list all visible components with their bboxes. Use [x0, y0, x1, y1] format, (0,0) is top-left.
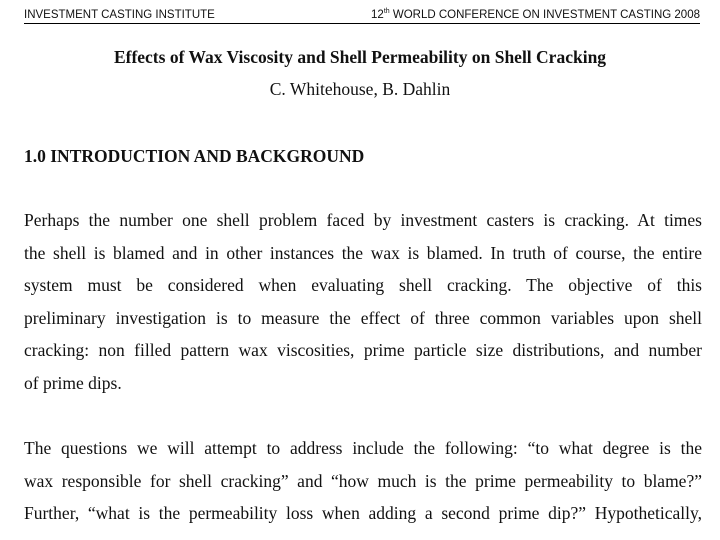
- paper-title: Effects of Wax Viscosity and Shell Permeability on Shell Cracking: [113, 47, 607, 67]
- header-conference-number: 12: [371, 9, 384, 21]
- paragraph-introduction: [24, 204, 702, 399]
- paragraph-line: system must be considered when evaluating shell cracking. The objective of this: [24, 275, 702, 295]
- paragraph-line: preliminary investigation is to measure the effect of three common variables upon shell: [24, 307, 702, 328]
- paragraph-line: cracking: non filled pattern wax viscosities, prime particle size distributions, and number: [24, 340, 702, 360]
- header-conference-ordinal: th: [383, 8, 390, 15]
- header-institute: INVESTMENT CASTING INSTITUTE: [24, 9, 215, 21]
- paragraph-line: wax responsible for shell cracking” and “how much is the prime permeability to blame?”: [24, 470, 702, 491]
- paragraph-line: The questions we will attempt to address include the following: “to what degree is the: [24, 438, 702, 458]
- paragraph-line: Further, “what is the permeability loss when adding a second prime dip?” Hypothetically,: [24, 503, 702, 523]
- header-conference-text: WORLD CONFERENCE ON INVESTMENT CASTING 2008: [389, 9, 700, 21]
- paper-authors: C. Whitehouse, B. Dahlin: [269, 79, 451, 99]
- header-conference: [371, 8, 700, 23]
- paragraph-line: of prime dips.: [24, 372, 122, 393]
- paragraph-questions: [24, 432, 702, 530]
- running-header: [24, 8, 700, 24]
- paragraph-line: Perhaps the number one shell problem faced by investment casters is cracking. At times: [24, 210, 702, 230]
- paragraph-line: the shell is blamed and in other instances the wax is blamed. In truth of course, the entire: [24, 242, 702, 263]
- section-heading: 1.0 INTRODUCTION AND BACKGROUND: [24, 146, 365, 166]
